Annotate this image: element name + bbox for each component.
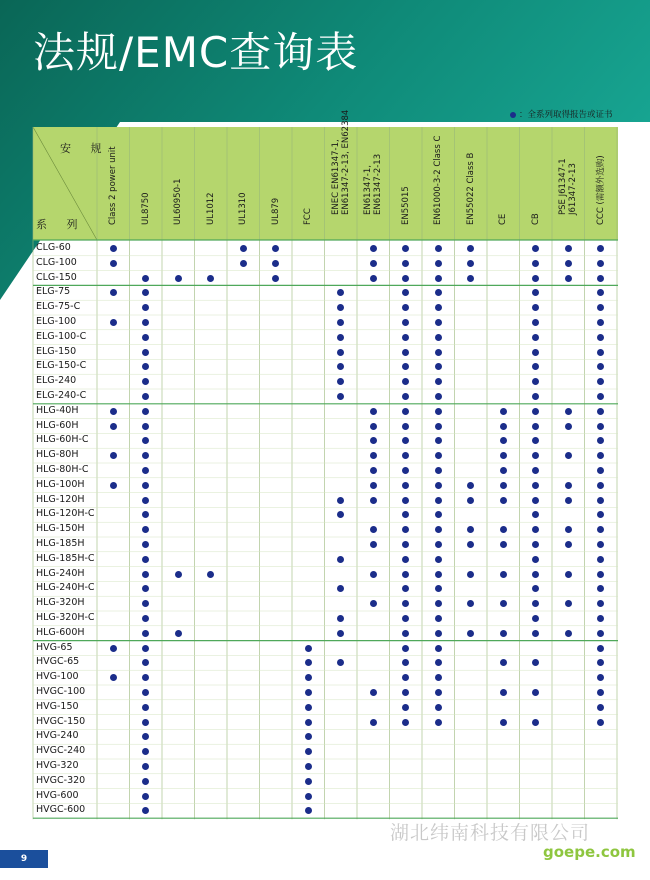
- certification-dot: [142, 719, 149, 726]
- certification-dot: [240, 245, 247, 252]
- certification-dot: [142, 408, 149, 415]
- row-label: CLG-100: [36, 256, 77, 268]
- row-label: HVG-150: [36, 700, 79, 712]
- certification-dot: [142, 778, 149, 785]
- certification-dot: [142, 630, 149, 637]
- certification-dot: [435, 719, 442, 726]
- certification-dot: [337, 556, 344, 563]
- row-label: ELG-240: [36, 375, 77, 387]
- column-header: [227, 128, 259, 240]
- certification-dot: [435, 556, 442, 563]
- certification-dot: [565, 497, 572, 504]
- row-label: ELG-75-C: [36, 301, 81, 313]
- certification-dot: [435, 304, 442, 311]
- column-header-label: ENEC EN61347-1, EN61347-2-13, EN62384: [330, 109, 351, 215]
- certification-dot: [110, 674, 117, 681]
- row-label: HLG-100H: [36, 478, 85, 490]
- certification-dot: [370, 452, 377, 459]
- certification-dot: [435, 674, 442, 681]
- website-logo[interactable]: goepe.com: [543, 843, 636, 861]
- certification-dot: [500, 600, 507, 607]
- certification-dot: [337, 334, 344, 341]
- certification-dot: [500, 719, 507, 726]
- row-label: HVGC-65: [36, 656, 80, 668]
- certification-dot: [370, 260, 377, 267]
- certification-dot: [500, 689, 507, 696]
- legend-text: ：全系列取得报告或证书: [519, 110, 613, 120]
- certification-dot: [370, 482, 377, 489]
- certification-dot: [175, 571, 182, 578]
- certification-dot: [142, 334, 149, 341]
- certification-dot: [597, 423, 604, 430]
- certification-dot: [435, 630, 442, 637]
- certification-dot: [142, 482, 149, 489]
- certification-dot: [110, 408, 117, 415]
- certification-dot: [370, 571, 377, 578]
- certification-dot: [597, 719, 604, 726]
- certification-dot: [565, 482, 572, 489]
- certification-dot: [142, 645, 149, 652]
- certification-dot: [532, 719, 539, 726]
- certification-dot: [597, 408, 604, 415]
- certification-dot: [565, 275, 572, 282]
- certification-dot: [435, 600, 442, 607]
- row-label: HLG-320H: [36, 597, 85, 609]
- row-label: HVG-240: [36, 730, 79, 742]
- certification-dot: [565, 423, 572, 430]
- certification-dot: [402, 571, 409, 578]
- certification-dot: [532, 275, 539, 282]
- row-label: HVGC-320: [36, 774, 86, 786]
- column-header-label: CE: [498, 213, 508, 225]
- row-label: HVGC-150: [36, 715, 86, 727]
- certification-dot: [435, 378, 442, 385]
- row-label: HVG-600: [36, 789, 79, 801]
- certification-dot: [207, 275, 214, 282]
- certification-dot: [532, 482, 539, 489]
- row-label: HLG-150H: [36, 523, 85, 535]
- certification-dot: [435, 245, 442, 252]
- certification-dot: [435, 482, 442, 489]
- certification-dot: [467, 275, 474, 282]
- column-header-label: UL1012: [205, 192, 216, 225]
- header-bottom-label: 系 列: [36, 218, 86, 231]
- certification-dot: [565, 541, 572, 548]
- page-title: 法规/EMC查询表: [33, 28, 359, 77]
- row-label: ELG-100: [36, 316, 77, 327]
- certification-dot: [402, 645, 409, 652]
- certification-dot: [370, 689, 377, 696]
- certification-dot: [305, 748, 312, 755]
- certification-dot: [402, 556, 409, 563]
- column-header-label: FCC: [303, 208, 313, 225]
- certification-dot: [142, 704, 149, 711]
- certification-dot: [467, 497, 474, 504]
- certification-dot: [565, 260, 572, 267]
- certification-dot: [500, 467, 507, 474]
- certification-dot: [370, 245, 377, 252]
- row-label: ELG-150-C: [36, 360, 87, 372]
- certification-dot: [597, 556, 604, 563]
- column-header-label: CB: [530, 213, 541, 225]
- column-header-label: EN55015: [400, 186, 411, 225]
- certification-dot: [370, 541, 377, 548]
- certification-dot: [500, 541, 507, 548]
- certification-dot: [272, 275, 279, 282]
- certification-dot: [500, 452, 507, 459]
- certification-dot: [500, 526, 507, 533]
- certification-dot: [370, 497, 377, 504]
- certification-dot: [500, 571, 507, 578]
- certification-dot: [337, 349, 344, 356]
- certification-dot: [435, 319, 442, 326]
- certification-dot: [337, 630, 344, 637]
- row-label: CLG-60: [36, 242, 71, 253]
- column-header-label: UL8750: [140, 192, 151, 225]
- certification-dot: [467, 571, 474, 578]
- certification-dot: [435, 467, 442, 474]
- row-label: HLG-320H-C: [36, 612, 95, 623]
- certification-dot: [142, 556, 149, 563]
- certification-dot: [597, 349, 604, 356]
- certification-dot: [597, 645, 604, 652]
- column-header-label: CCC (需额外选购): [595, 155, 606, 225]
- row-label: HLG-80H-C: [36, 464, 89, 475]
- certification-dot: [370, 719, 377, 726]
- certification-dot: [435, 615, 442, 622]
- certification-dot: [175, 275, 182, 282]
- column-header: [455, 128, 487, 240]
- column-header: [97, 128, 129, 240]
- certification-dot: [532, 571, 539, 578]
- certification-dot: [142, 497, 149, 504]
- certification-dot: [370, 423, 377, 430]
- certification-dot: [435, 349, 442, 356]
- row-label: HVG-65: [36, 641, 73, 653]
- column-header: [422, 128, 454, 240]
- row-label: HLG-600H: [36, 626, 85, 638]
- certification-dot: [435, 689, 442, 696]
- certification-dot: [305, 778, 312, 785]
- row-label: HLG-40H: [36, 404, 79, 416]
- certification-dot: [435, 260, 442, 267]
- certification-dot: [565, 452, 572, 459]
- certification-dot: [110, 645, 117, 652]
- row-label: HLG-120H: [36, 493, 85, 505]
- dot-icon: [510, 112, 516, 118]
- row-label: HVG-100: [36, 671, 79, 683]
- row-label: ELG-150: [36, 345, 77, 357]
- certification-dot: [435, 423, 442, 430]
- certification-dot: [402, 349, 409, 356]
- certification-dot: [565, 630, 572, 637]
- certification-dot: [305, 763, 312, 770]
- row-label: ELG-240-C: [36, 390, 87, 401]
- column-header-label: UL1310: [238, 192, 248, 225]
- row-label: HVGC-600: [36, 804, 86, 816]
- certification-dot: [402, 275, 409, 282]
- certification-dot: [597, 630, 604, 637]
- certification-dot: [402, 704, 409, 711]
- certification-dot: [435, 541, 442, 548]
- certification-dot: [142, 275, 149, 282]
- row-label: HLG-185H-C: [36, 552, 95, 564]
- certification-dot: [532, 260, 539, 267]
- certification-dot: [142, 423, 149, 430]
- row-label: ELG-75: [36, 286, 71, 298]
- certification-dot: [110, 452, 117, 459]
- certification-dot: [142, 349, 149, 356]
- certification-dot: [500, 423, 507, 430]
- column-header-label: PSE J61347-1 J61347-2-13: [558, 158, 578, 215]
- certification-dot: [110, 260, 117, 267]
- certification-dot: [305, 793, 312, 800]
- column-header-label: EN61347-1, EN61347-2-13: [363, 153, 383, 215]
- certification-dot: [142, 571, 149, 578]
- column-header: [325, 109, 357, 240]
- certification-dot: [435, 645, 442, 652]
- certification-dot: [500, 408, 507, 415]
- certification-dot: [240, 260, 247, 267]
- certification-dot: [305, 674, 312, 681]
- certification-dot: [305, 719, 312, 726]
- certification-dot: [305, 689, 312, 696]
- certification-dot: [142, 793, 149, 800]
- column-header: [520, 128, 552, 240]
- certification-dot: [565, 571, 572, 578]
- certification-dot: [500, 630, 507, 637]
- certification-dot: [532, 349, 539, 356]
- certification-dot: [175, 630, 182, 637]
- certification-dot: [370, 275, 377, 282]
- row-label: HVGC-100: [36, 686, 86, 697]
- certification-dot: [402, 482, 409, 489]
- legend: [510, 108, 613, 120]
- certification-dot: [435, 704, 442, 711]
- certification-dot: [402, 719, 409, 726]
- certification-dot: [597, 482, 604, 489]
- certification-dot: [435, 571, 442, 578]
- certification-dot: [370, 408, 377, 415]
- certification-dot: [435, 393, 442, 400]
- row-label: HVG-320: [36, 760, 79, 771]
- certification-dot: [532, 497, 539, 504]
- certification-dot: [110, 319, 117, 326]
- certification-dot: [597, 275, 604, 282]
- row-label: HLG-80H: [36, 449, 79, 461]
- row-label: HLG-185H: [36, 538, 85, 549]
- column-header: [260, 128, 292, 240]
- certification-dot: [272, 260, 279, 267]
- certification-dot: [435, 497, 442, 504]
- certification-dot: [565, 526, 572, 533]
- certification-dot: [467, 260, 474, 267]
- column-header-label: UL879: [270, 197, 281, 225]
- row-label: HLG-240H-C: [36, 582, 95, 594]
- column-header-label: EN55022 Class B: [465, 152, 476, 225]
- row-label: CLG-150: [36, 271, 77, 283]
- certification-dot: [532, 408, 539, 415]
- row-label: HLG-60H-C: [36, 434, 89, 446]
- certification-dot: [370, 526, 377, 533]
- certification-dot: [370, 600, 377, 607]
- certification-dot: [467, 630, 474, 637]
- certification-dot: [402, 408, 409, 415]
- certification-dot: [597, 334, 604, 341]
- certification-dot: [435, 452, 442, 459]
- certification-dot: [532, 556, 539, 563]
- column-header: [585, 128, 617, 240]
- certification-dot: [532, 630, 539, 637]
- certification-dot: [565, 408, 572, 415]
- column-header-label: EN61000-3-2 Class C: [433, 135, 443, 225]
- column-header: [357, 128, 389, 240]
- certification-dot: [402, 497, 409, 504]
- certification-dot: [435, 408, 442, 415]
- certification-dot: [370, 467, 377, 474]
- certification-dot: [565, 600, 572, 607]
- certification-dot: [597, 497, 604, 504]
- row-label: HLG-240H: [36, 567, 85, 579]
- row-label: HLG-120H-C: [36, 508, 95, 520]
- page-number: 9: [0, 850, 48, 868]
- certification-dot: [597, 571, 604, 578]
- certification-dot: [110, 423, 117, 430]
- certification-dot: [110, 245, 117, 252]
- certification-dot: [597, 260, 604, 267]
- certification-dot: [402, 334, 409, 341]
- column-header: [487, 128, 519, 240]
- column-header-label: UL60950-1: [173, 178, 183, 225]
- certification-dot: [532, 334, 539, 341]
- column-header: [292, 128, 324, 240]
- row-label: HVGC-240: [36, 745, 86, 757]
- column-header: [130, 128, 162, 240]
- row-label: HLG-60H: [36, 419, 79, 431]
- certification-dot: [597, 704, 604, 711]
- certification-dot: [435, 275, 442, 282]
- row-label: ELG-100-C: [36, 330, 87, 342]
- certification-dot: [532, 423, 539, 430]
- certification-dot: [402, 260, 409, 267]
- certification-dot: [305, 645, 312, 652]
- certification-dot: [402, 423, 409, 430]
- column-header: [162, 128, 194, 240]
- certification-dot: [500, 497, 507, 504]
- column-header: [195, 128, 227, 240]
- column-header-label: Class 2 power unit: [108, 146, 118, 225]
- certification-dot: [110, 482, 117, 489]
- certification-dot: [435, 334, 442, 341]
- certification-dot: [565, 245, 572, 252]
- certification-dot: [435, 526, 442, 533]
- certification-dot: [500, 482, 507, 489]
- company-watermark: 湖北纬南科技有限公司: [390, 822, 591, 844]
- column-header: [552, 128, 584, 240]
- certification-dot: [337, 497, 344, 504]
- column-header: [390, 128, 422, 240]
- header-top-label: 安 规: [60, 142, 110, 155]
- certification-dot: [402, 630, 409, 637]
- certification-dot: [207, 571, 214, 578]
- certification-dot: [305, 704, 312, 711]
- certification-dot: [467, 482, 474, 489]
